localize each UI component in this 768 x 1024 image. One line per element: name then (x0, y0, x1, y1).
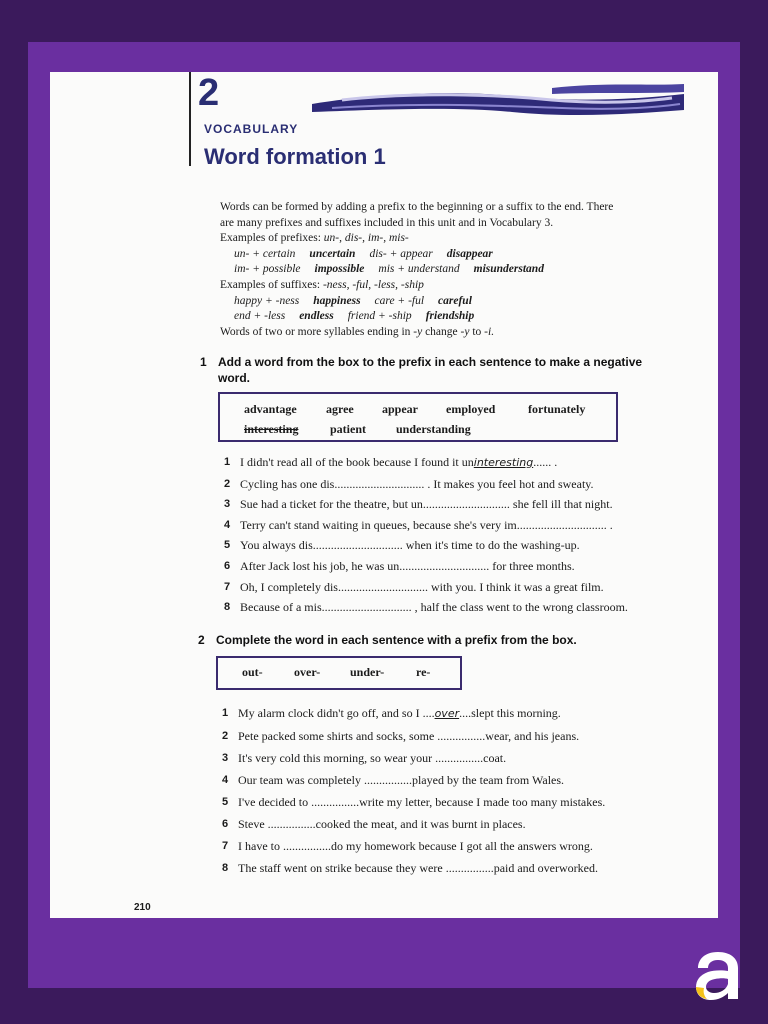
example: care + -ful (374, 294, 425, 307)
exercise-1-instruction (200, 354, 688, 386)
exercise-2-list (222, 702, 606, 879)
list-item (222, 725, 605, 747)
list-item (224, 452, 628, 474)
list-item (224, 577, 628, 598)
list-item (224, 494, 628, 515)
item-text: Pete packed some shirts and socks, some ................wear, and his jeans. (238, 729, 580, 743)
section-label: VOCABULARY (204, 122, 299, 136)
item-text: Sue had a ticket for the theatre, but un............................. she fell ill that night. (240, 497, 613, 512)
example-result: misunderstand (473, 263, 544, 276)
example-result: disappear (446, 247, 493, 260)
list-item (222, 769, 605, 791)
list-item (224, 515, 628, 536)
page-title: Word formation 1 (204, 144, 386, 169)
instruction-line: Complete the word in each sentence with a prefix from the box. (216, 633, 577, 647)
list-item (222, 702, 605, 725)
example-result: uncertain (309, 247, 356, 260)
exercise-2-prefix-box (216, 656, 462, 690)
example: happy + -ness (234, 294, 300, 307)
exercise-1-list (224, 452, 628, 618)
item-number: 7 (222, 840, 229, 852)
item-number: 3 (222, 752, 229, 764)
list-item (222, 813, 605, 835)
box-word: re- (416, 665, 431, 679)
rule-text: to (469, 325, 485, 338)
example: dis- + appear (369, 247, 433, 260)
example: friend + -ship (347, 310, 412, 323)
example: im- + possible (234, 263, 301, 276)
item-text: Because of a mis.............................. , half the class went to the wrong classroom. (240, 600, 628, 615)
item-text: ....slept this morning. (459, 706, 561, 720)
list-item (224, 556, 628, 577)
item-text: You always dis.............................. when it's time to do the washing-up. (240, 538, 580, 553)
rule-text: -y (413, 325, 423, 338)
list-item (222, 835, 605, 857)
textbook-page (50, 72, 718, 918)
box-word: fortunately (528, 402, 586, 416)
item-text: The staff went on strike because they were ................paid and overworked. (238, 861, 598, 875)
prefix-label: Examples of prefixes: (220, 232, 324, 245)
example: un- + certain (234, 247, 296, 260)
box-word-used: interesting (244, 422, 299, 436)
app-logo-icon (692, 946, 744, 1002)
item-number: 6 (222, 818, 229, 830)
rule-text: -y (460, 325, 470, 338)
suffix-list: -ness, -ful, -less, -ship (322, 278, 424, 291)
list-item (224, 535, 628, 556)
unit-divider (189, 72, 191, 166)
item-number: 6 (224, 559, 231, 572)
rule-text: -i. (484, 325, 495, 338)
handwritten-answer: over (434, 707, 460, 720)
suffix-label: Examples of suffixes: (220, 278, 323, 291)
box-word: advantage (244, 402, 297, 416)
example-result: impossible (314, 263, 365, 276)
example: mis + understand (378, 263, 460, 276)
exercise-2-instruction (198, 632, 686, 648)
box-word: understanding (396, 422, 471, 436)
item-text: ...... . (533, 455, 558, 469)
box-word: agree (326, 402, 354, 416)
item-number: 1 (222, 707, 229, 719)
item-number: 5 (222, 796, 229, 808)
exercise-1-word-box (218, 392, 618, 442)
item-text: I've decided to ................write my letter, because I made too many mistakes. (238, 795, 606, 809)
intro-text (220, 200, 680, 340)
item-number: 4 (222, 774, 229, 786)
box-word: out- (242, 665, 263, 679)
exercise-number: 1 (200, 355, 207, 369)
list-item (222, 857, 605, 879)
item-text: My alarm clock didn't go off, and so I .... (238, 706, 435, 720)
example: end + -less (234, 310, 286, 323)
item-text: I didn't read all of the book because I found it un (240, 455, 474, 469)
item-text: I have to ................do my homework because I got all the answers wrong. (238, 839, 593, 853)
item-text: Steve ................cooked the meat, and it was burnt in places. (238, 817, 526, 831)
list-item (224, 597, 628, 618)
rule-text: change (422, 325, 461, 338)
item-text: It's very cold this morning, so wear your ................coat. (238, 751, 507, 765)
rule-text: Words of two or more syllables ending in (220, 325, 414, 338)
exercise-number: 2 (198, 633, 205, 647)
item-number: 8 (224, 601, 231, 614)
example-result: endless (299, 310, 334, 323)
example-result: friendship (425, 310, 475, 323)
brush-stroke-decoration (312, 80, 684, 124)
item-number: 1 (224, 456, 231, 468)
intro-line: Words can be formed by adding a prefix to the beginning or a suffix to the end. There (220, 201, 614, 213)
instruction-line: Add a word from the box to the prefix in each sentence to make a negative (218, 355, 643, 369)
item-number: 5 (224, 539, 231, 552)
list-item (222, 791, 606, 813)
handwritten-answer: interesting (473, 456, 534, 469)
item-text: After Jack lost his job, he was un.............................. for three months. (240, 558, 575, 573)
prefix-list: un-, dis-, im-, mis- (323, 232, 409, 245)
item-number: 7 (224, 580, 231, 593)
unit-number: 2 (198, 72, 220, 114)
item-number: 4 (224, 518, 231, 531)
page-number: 210 (134, 902, 151, 913)
box-word: over- (294, 665, 321, 679)
item-number: 8 (222, 862, 229, 874)
example-result: careful (438, 294, 472, 307)
item-text: Our team was completely ................played by the team from Wales. (238, 773, 565, 787)
list-item (224, 474, 628, 495)
item-number: 3 (224, 498, 231, 511)
box-word: employed (446, 402, 496, 416)
intro-line: are many prefixes and suffixes included in this unit and in Vocabulary 3. (220, 216, 554, 229)
example-result: happiness (313, 294, 361, 307)
box-word: under- (350, 665, 385, 679)
item-number: 2 (224, 477, 231, 490)
item-text: Cycling has one dis.............................. . It makes you feel hot and sweaty. (240, 476, 594, 491)
box-word: patient (330, 422, 366, 436)
instruction-line: word. (218, 371, 250, 385)
list-item (222, 747, 605, 769)
box-word: appear (382, 402, 418, 416)
item-text: Terry can't stand waiting in queues, because she's very im.............................. . (240, 517, 613, 532)
item-text: Oh, I completely dis.............................. with you. I think it was a great film. (240, 579, 604, 594)
item-number: 2 (222, 730, 229, 742)
